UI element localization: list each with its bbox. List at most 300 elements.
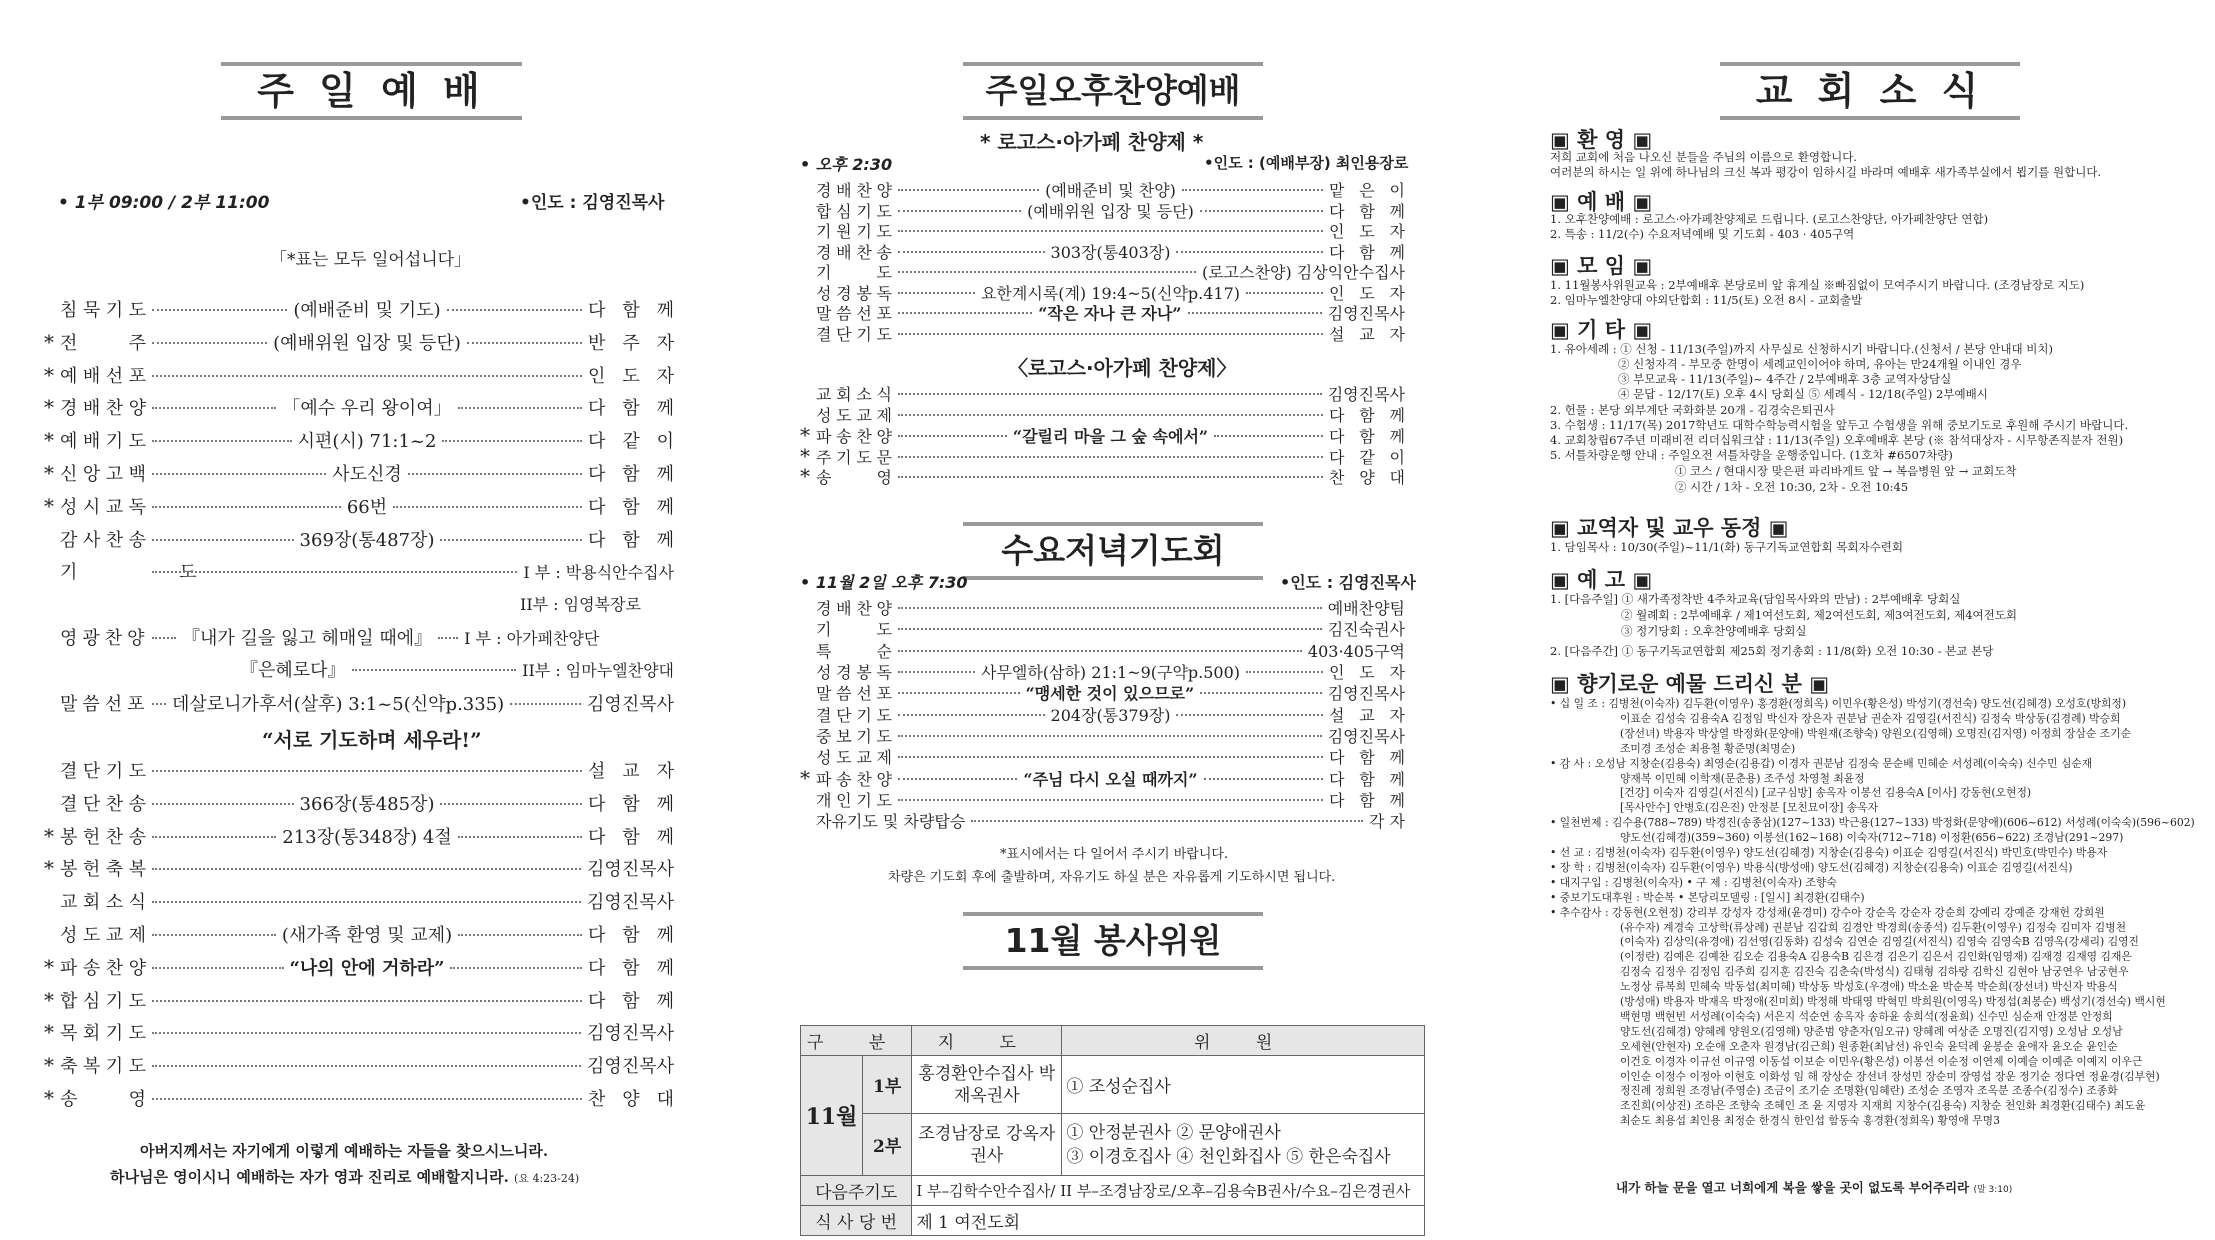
- order-row: [44, 855, 674, 881]
- label-char: 씀: [836, 304, 852, 323]
- label-char: 말: [816, 684, 832, 704]
- label-char: 찬: [856, 242, 872, 262]
- order-label: [816, 660, 892, 683]
- member-line: ① 안정분권사 ② 문양애권사: [1066, 1122, 1281, 1143]
- offering-line: 양도선(김혜경) 양혜례 양원오(김영해) 양준범 양춘자(임오규) 양혜례 여상준 오명진(김지영) 오성남 오성남: [1620, 1024, 2123, 1038]
- dot-leader: [898, 333, 1323, 335]
- label-char: 봉: [60, 859, 78, 881]
- label-char: 주: [128, 332, 146, 354]
- choir-song-2: 『은혜로다』: [240, 660, 346, 681]
- order-person: 설 교 자: [1329, 705, 1405, 725]
- label-char: 포: [876, 304, 892, 323]
- afternoon-subtitle: * 로고스·아가페 찬양제 *: [980, 130, 1204, 154]
- label-char: 기: [856, 324, 872, 344]
- order-row: [800, 809, 1405, 832]
- order-person: 다 함 께: [1329, 748, 1405, 768]
- offering-line: (이숙자) 김상익(유경애) 김선영(김동화) 김성숙 김연순 김영길(서진식) 김영숙 김영숙B 김영옥(강세리) 김영진: [1620, 935, 2139, 949]
- label-char: 도: [876, 201, 892, 221]
- label-char: 송: [836, 770, 852, 790]
- dot-leader: [898, 650, 1302, 652]
- order-person: 다 함 께: [1329, 790, 1405, 810]
- order-label: [816, 724, 892, 747]
- label-char: 합: [816, 201, 832, 221]
- offering-line: 이표순 김성숙 김용숙A 김정임 박신자 장은자 권분남 권순자 김영길(서진식) 김정숙 박상동(김경례) 박승희: [1620, 711, 2121, 725]
- order-row: [800, 322, 1405, 345]
- label-char: 양: [876, 427, 892, 446]
- order-person: 예배찬양팀: [1327, 599, 1405, 618]
- order-person: 반 주 자: [588, 332, 675, 354]
- closing-verse-ref: (말 3:10): [1973, 1185, 2013, 1195]
- order-row: [800, 724, 1405, 747]
- label-char: 사: [82, 529, 101, 551]
- order-row: [44, 987, 674, 1013]
- label-char: 송: [60, 1089, 78, 1110]
- order-label: [816, 465, 892, 488]
- standing-mark: *: [44, 954, 54, 979]
- dot-leader: [440, 803, 582, 805]
- label-char: 회: [82, 892, 101, 914]
- label-char: 교: [816, 385, 832, 404]
- label-char: 기: [856, 790, 872, 810]
- dot-leader: [898, 414, 1323, 416]
- dot-leader: [898, 312, 1032, 314]
- label-char: 감: [60, 529, 78, 551]
- dot-leader: [1214, 435, 1323, 437]
- order-person: 인 도 자: [588, 365, 674, 387]
- label-char: 송: [816, 468, 832, 487]
- order-content: “맹세한 것이 있으므로”: [1025, 684, 1195, 704]
- section-other: ▣ 기 타 ▣: [1550, 318, 1653, 342]
- news-line: ② 시간 / 1차 - 오전 10:30, 2차 - 오전 10:45: [1675, 480, 1909, 494]
- label-char: 교: [856, 748, 872, 768]
- label-char: 기: [856, 201, 872, 221]
- meal-label: 식 사 당 번: [801, 1206, 912, 1236]
- dot-leader: [898, 251, 1045, 253]
- month-cell: 11월: [801, 1056, 863, 1176]
- closing-verse-text: 하나님은 영이시니 예배하는 자가 영과 진리로 예배할지니라.: [110, 1168, 509, 1186]
- order-person: 인 도 자: [1329, 283, 1405, 303]
- standing-mark: *: [44, 987, 54, 1012]
- offering-line: 백현명 백현빈 서성례(이숙숙) 서은지 석순연 송옥자 송하윤 송희석(정윤희) 신수민 심순재 안정분 안정희: [1620, 1009, 2113, 1023]
- order-content: “작은 자나 큰 자나”: [1038, 304, 1182, 323]
- news-title: [1720, 62, 2020, 120]
- dot-leader: [898, 230, 1323, 232]
- label-char: 경: [836, 283, 852, 303]
- order-label: [816, 703, 892, 726]
- label-char: 독: [128, 496, 146, 518]
- order-row: [44, 427, 674, 453]
- label-char: 묵: [82, 300, 101, 321]
- sermon-title: “서로 기도하며 세우라!”: [262, 728, 482, 752]
- order-label: [60, 296, 146, 322]
- label-char: 도: [876, 263, 892, 282]
- order-person: 찬 양 대: [1329, 468, 1405, 487]
- dot-leader: [152, 342, 267, 344]
- order-row: [44, 394, 674, 420]
- news-line: 1. [다음주일] ① 새가족정착반 4주차교육(담임목사와의 만남) : 2부예배후 당회실: [1550, 592, 1961, 606]
- col-leaders: 지 도: [912, 1026, 1062, 1056]
- offering-line: 노정상 류복희 민혜숙 박동섭(최미혜) 박상동 박성호(우경애) 박소윤 박순복 박순희(장선녀) 박신자 박용식: [1620, 980, 2118, 994]
- offering-line: 이인순 이정수 이정아 이현호 이화성 임 해 장상순 장선녀 장성민 장순미 장영섭 장운 정기순 정다연 정윤경(김부현): [1620, 1069, 2160, 1083]
- standing-mark: *: [44, 856, 54, 881]
- label-char: 성: [816, 748, 832, 768]
- choir-row-2: [240, 656, 674, 682]
- order-person: 다 함 께: [588, 496, 675, 518]
- order-content: (새가족 환영 및 교제): [281, 925, 453, 946]
- label-char: 결: [816, 705, 832, 725]
- order-person: 다 함 께: [588, 464, 674, 485]
- order-label: [60, 526, 146, 552]
- label-char: 전: [60, 332, 78, 354]
- label-char: 단: [836, 705, 852, 725]
- news-line: ④ 문답 - 12/17(토) 오후 4시 당회실 ⑤ 세례식 - 12/18(주일) 2부예배시: [1618, 387, 1988, 401]
- table-row: [801, 1176, 1425, 1206]
- section-notice: ▣ 예 고 ▣: [1550, 568, 1653, 592]
- label-char: 교: [856, 405, 872, 425]
- order-row: [800, 639, 1405, 662]
- label-char: 복: [82, 1056, 101, 1078]
- dot-leader: [1246, 292, 1323, 294]
- dot-leader: [898, 292, 975, 294]
- wednesday-title: [963, 522, 1263, 580]
- col-division: 구 분: [801, 1026, 912, 1056]
- dot-leader: [440, 539, 582, 541]
- label-char: 송: [836, 427, 852, 446]
- label-char: 단: [82, 793, 101, 815]
- label-char: 제: [876, 405, 892, 425]
- order-person: 김영진목사: [587, 892, 674, 914]
- label-char: 제: [876, 748, 892, 768]
- dot-leader: [898, 607, 1322, 609]
- label-char: 도: [128, 990, 146, 1012]
- dot-leader: [510, 703, 581, 705]
- table-row: [801, 1114, 1425, 1176]
- label-char: 앙: [82, 464, 101, 485]
- dot-leader: [898, 671, 975, 673]
- label-char: 배: [836, 181, 852, 200]
- label-char: 기: [105, 1056, 124, 1078]
- label-char: 축: [60, 1056, 78, 1078]
- offering-line: • 십 일 조 : 김병천(이숙자) 김두환(이영우) 홍경환(정희옥) 이민우(황은성) 박성기(경선숙) 양도선(김혜경) 오성호(방희정): [1550, 697, 2127, 710]
- order-row: [44, 296, 674, 322]
- label-char: 문: [876, 447, 892, 467]
- label-char: 봉: [856, 662, 872, 682]
- offering-line: (방성애) 박용자 박재옥 박정애(진미희) 박정해 박태영 박혁민 박희원(이영옥) 박정섭(최봉순) 백성기(경선숙) 백시현: [1620, 995, 2166, 1008]
- order-content: (예배준비 및 찬양): [1045, 181, 1176, 200]
- order-label: [60, 987, 146, 1013]
- label-char: 백: [128, 464, 146, 485]
- standing-mark: *: [44, 1086, 54, 1110]
- label-char: 송: [128, 793, 146, 815]
- label-char: 양: [876, 181, 892, 200]
- standing-mark: *: [44, 329, 54, 354]
- order-label: 영광찬양: [60, 628, 150, 649]
- label-char: 결: [60, 761, 78, 782]
- order-label: [60, 823, 146, 849]
- label-char: 기: [105, 1023, 124, 1045]
- label-char: 포: [128, 365, 146, 387]
- label-char: 양: [128, 957, 146, 979]
- dot-leader: [1200, 692, 1322, 694]
- dot-leader: [1176, 714, 1323, 716]
- order-row: [44, 790, 674, 816]
- offering-line: • 감 사 : 오성남 지창순(김용숙) 최영순(김용갑) 이경자 권분남 김정숙 문순배 민혜순 서성례(이숙숙) 신수민 심순재: [1550, 756, 2093, 770]
- offering-line: 이건호 이경자 이규선 이규영 이동섭 이보순 이민우(황은성) 이봉선 이순정 이연제 이예슬 이예준 이예지 이우근: [1620, 1054, 2143, 1068]
- dot-leader: [898, 393, 1322, 395]
- order-label: [60, 427, 146, 453]
- prayer-1: I 부 : 박용식안수집사: [523, 563, 674, 582]
- dot-leader: [898, 435, 1007, 437]
- dot-leader: [152, 473, 326, 475]
- order-content: 204장(통379장): [1050, 705, 1171, 725]
- label-char: 파: [60, 957, 78, 979]
- label-char: 헌: [82, 826, 101, 848]
- order-person: 김진숙권사: [1327, 620, 1405, 640]
- member-cell: ① 조성순집사: [1062, 1056, 1425, 1114]
- label-char: 기: [105, 431, 124, 453]
- label-char: 선: [105, 365, 124, 387]
- order-row: [800, 617, 1405, 640]
- label-char: 기: [856, 726, 872, 746]
- label-char: 성: [816, 405, 832, 425]
- dot-leader: [152, 967, 284, 969]
- part-cell: 1부: [863, 1056, 912, 1114]
- dot-leader: [467, 342, 582, 344]
- dot-leader: [898, 799, 1323, 801]
- news-line: ③ 정기당회 : 오후찬양예배후 당회실: [1621, 624, 1807, 638]
- offering-line: [목사안수] 안병호(김은진) 안정분 [모친묘이장] 송옥자: [1620, 801, 1879, 815]
- label-char: 예: [60, 365, 78, 387]
- standing-mark: *: [44, 1053, 54, 1078]
- order-content: “갈릴리 마을 그 숲 속에서”: [1012, 427, 1209, 446]
- label-char: 식: [876, 385, 892, 404]
- label-char: 교: [105, 496, 124, 518]
- order-label: [60, 362, 146, 388]
- dot-leader: [152, 539, 294, 541]
- dot-leader: [898, 189, 1039, 191]
- order-row: [44, 1052, 674, 1078]
- label-char: 말: [816, 304, 832, 323]
- church-news-column: [1520, 0, 2215, 1240]
- label-char: 성: [816, 283, 832, 303]
- col-members: 위 원: [1062, 1026, 1425, 1056]
- label-char: 고: [105, 464, 124, 485]
- standing-mark: *: [800, 423, 810, 447]
- order-person: 다 함 께: [588, 925, 675, 946]
- order-row: [800, 596, 1405, 619]
- dot-leader: [898, 271, 1196, 273]
- label-char: 축: [105, 859, 124, 881]
- label-char: 목: [60, 1023, 78, 1045]
- dot-leader: [152, 868, 581, 870]
- member-cell: [1062, 1114, 1425, 1176]
- dot-leader: [438, 637, 458, 639]
- label-char: 파: [816, 770, 832, 790]
- label-char: 찬: [105, 398, 124, 420]
- order-person: 다 함 께: [1329, 201, 1406, 221]
- label-char: 성: [60, 925, 78, 946]
- news-line: 3. 수험생 : 11/17(목) 2017학년도 대학수학능력시험을 앞두고 수험생을 위해 중보기도로 후원해 주시기 바랍니다.: [1550, 418, 2129, 432]
- label-char: 개: [816, 790, 832, 810]
- order-label: [60, 888, 146, 914]
- news-line: 1. 담임목사 : 10/30(주일)~11/1(화) 동구기독교연합회 목회자수련회: [1550, 540, 1903, 554]
- order-label: [816, 745, 892, 768]
- offering-line: • 일천번제 : 김수용(788~789) 박경진(송종삼)(127~133) 박근용(127~133) 박정화(문양애)(606~612) 서성례(이숙숙)(596~602): [1550, 816, 2195, 830]
- label-char: 보: [836, 726, 852, 746]
- order-person: 각 자: [1369, 812, 1405, 831]
- dot-leader: [152, 637, 176, 639]
- dot-leader: [1204, 778, 1323, 780]
- order-person: 맡 은 이: [1329, 181, 1406, 200]
- label-char: 신: [60, 464, 78, 485]
- dot-leader: [152, 1065, 581, 1067]
- label-char: 송: [128, 529, 146, 551]
- order-content: (예배준비 및 기도): [293, 300, 441, 321]
- section-offering: ▣ 향기로운 예물 드리신 분 ▣: [1550, 672, 1830, 696]
- label-char: 찬: [856, 599, 872, 618]
- offering-line: • 추수감사 : 강동현(오현정) 강리부 강성자 강성채(윤경미) 강수아 강순옥 강순자 강순희 강예리 강예준 강재헌 강희원: [1550, 905, 2105, 919]
- order-label: [60, 329, 146, 355]
- order-content: (예배위원 입장 및 등단): [273, 332, 461, 354]
- standing-mark: *: [44, 1020, 54, 1045]
- label-char: 예: [60, 431, 78, 453]
- offering-line: 조미경 조성순 최용철 황준명(최명순): [1620, 741, 1796, 755]
- news-title-text: 교 회 소 식: [1755, 69, 1985, 113]
- offering-line: (이정란) 김예은 김예찬 김오순 김용숙A 김용숙B 김은경 김은기 김은서 김인화(임영재) 김재경 김재영 김재은: [1620, 950, 2132, 964]
- order-label: [816, 681, 892, 704]
- label-char: 기: [816, 222, 832, 241]
- label-char: 찬: [105, 529, 124, 551]
- offering-line: [건강] 이숙자 김영길(서진식) [교구심방] 송옥자 이봉선 김용숙A [이사] 강동현(오현정): [1620, 786, 2032, 800]
- label-char: 경: [816, 242, 832, 262]
- label-char: 도: [128, 1023, 146, 1045]
- label-char: 찬: [105, 957, 124, 979]
- label-char: 찬: [856, 770, 872, 790]
- order-label: [60, 921, 146, 947]
- dot-leader: [352, 669, 517, 671]
- order-label: 말씀선포: [60, 694, 150, 715]
- order-content: 366장(통485장): [299, 793, 435, 815]
- order-row: [44, 888, 674, 914]
- label-char: 헌: [82, 859, 101, 881]
- dot-leader: [152, 703, 166, 705]
- dot-leader: [458, 407, 582, 409]
- order-row: [800, 681, 1405, 704]
- label-char: 기: [856, 705, 872, 725]
- order-person: 다 함 께: [588, 300, 674, 321]
- order-label: [816, 788, 892, 811]
- standing-mark: *: [800, 443, 810, 468]
- label-char: 배: [82, 398, 101, 420]
- order-person: 설 교 자: [588, 761, 674, 782]
- news-line: 1. 11월봉사위원교육 : 2부예배후 본당로비 앞 휴게실 ※빠짐없이 모여주시기 바랍니다. (조경남장로 지도): [1550, 278, 2085, 292]
- member-line: ③ 이경호집사 ④ 천인화집사 ⑤ 한은숙집사: [1066, 1146, 1391, 1167]
- offering-line: 양도선(김혜경)(359~360) 이봉선(162~168) 이숙자(712~718) 이정환(656~622) 조경남(291~297): [1620, 831, 2124, 845]
- label-char: 복: [128, 859, 146, 881]
- section-worship: ▣ 예 배 ▣: [1550, 190, 1653, 214]
- dot-leader: [458, 836, 582, 838]
- label-char: 식: [128, 892, 146, 914]
- order-row: [800, 788, 1405, 811]
- label-char: 심: [82, 990, 101, 1012]
- next-prayer-value: I 부–김학수안수집사/ II 부–조경남장로/오후–김용숙B권사/수요–김은경권사: [912, 1176, 1425, 1206]
- wednesday-time: • 11월 2일 오후 7:30: [800, 573, 968, 592]
- order-row: [800, 745, 1405, 768]
- label-char: 선: [856, 684, 872, 704]
- order-person: 찬 양 대: [588, 1089, 674, 1110]
- label-char: 기: [816, 263, 832, 282]
- news-line: ② 월례회 : 2부예배후 / 제1여선도회, 제2여선도회, 제3여전도회, 제4여전도회: [1621, 608, 2017, 622]
- dot-leader: [898, 476, 1323, 478]
- dot-leader: [1182, 189, 1323, 191]
- label-char: 파: [816, 427, 832, 446]
- offering-line: • 중보기도대후원 : 박순복 • 본당리모델링 : [일시] 최경환(김태수): [1550, 890, 1865, 904]
- label-char: 기: [105, 300, 124, 321]
- label-char: 심: [836, 201, 852, 221]
- order-person: 다 같 이: [588, 431, 675, 453]
- leader: •인도 : 김영진목사: [520, 193, 665, 213]
- news-line: 5. 서틀차량운행 안내 : 주일오전 셔틀차량을 운행중입니다. (1호차 #6507차량): [1550, 448, 1953, 462]
- news-line: 여러분의 하시는 일 위에 하나님의 크신 복과 평강이 임하시길 바라며 예배후 새가족부실에서 뵙기를 원합니다.: [1550, 165, 2102, 179]
- label-char: 원: [836, 222, 852, 241]
- dot-leader: [898, 210, 1021, 212]
- news-line: 1. 오후찬양예배 : 로고스·아가페찬양제로 드립니다. (로고스찬양단, 아가페찬양단 연합): [1550, 212, 1989, 226]
- label-char: 도: [856, 447, 872, 467]
- order-label: [60, 757, 146, 783]
- order-content: 사무엘하(삼하) 21:1~9(구약p.500): [980, 662, 1241, 682]
- offering-line: • 선 교 : 김병천(이숙자) 김두환(이영우) 양도선(김혜경) 지창순(김용숙) 이표순 김영길(서진식) 박민호(박민수) 박용자: [1550, 846, 2108, 859]
- order-person: 김영진목사: [1327, 304, 1405, 323]
- label-char: 도: [128, 300, 146, 321]
- sunday-worship-column: [0, 0, 780, 1240]
- order-row: [44, 329, 674, 355]
- label-char: 순: [876, 641, 892, 661]
- dot-leader: [393, 506, 582, 508]
- label-char: 경: [836, 662, 852, 682]
- label-char: 소: [105, 892, 124, 914]
- label-char: 경: [816, 599, 832, 618]
- meal-value: 제 1 여전도회: [912, 1206, 1425, 1236]
- label-char: 송: [128, 826, 146, 848]
- dot-leader: [152, 836, 276, 838]
- label-char: 경: [816, 181, 832, 200]
- news-line: ③ 부모교육 - 11/13(주일)~ 4주간 / 2부예배후 3층 교역자상담실: [1618, 372, 1952, 386]
- order-person: 다 함 께: [588, 957, 674, 979]
- label-char: 도: [876, 790, 892, 810]
- car-note: 차량은 기도회 후에 출발하며, 자유기도 하실 분은 자유롭게 기도하시면 됩니다.: [888, 870, 1336, 885]
- order-row: [44, 460, 674, 486]
- label-char: 제: [128, 925, 146, 946]
- table-row: [801, 1056, 1425, 1114]
- order-content: 「예수 우리 왕이여」: [282, 398, 452, 420]
- standing-mark: *: [800, 464, 810, 488]
- dot-leader: [152, 375, 582, 377]
- festival-subtitle: 〈로고스·아가페 찬양제〉: [1008, 356, 1237, 380]
- dot-leader: [898, 456, 1323, 458]
- label-char: 선: [856, 304, 872, 323]
- order-row: [44, 1019, 674, 1045]
- order-person: 다 함 께: [588, 793, 675, 815]
- label-char: 합: [60, 990, 78, 1012]
- offering-line: 김정숙 김정우 김정임 김주희 김지훈 김진숙 김춘숙(박성식) 김태형 김하랑 김학신 김현아 남궁연우 남궁현우: [1620, 965, 2129, 979]
- dot-leader: [152, 571, 517, 573]
- dot-leader: [898, 735, 1322, 737]
- afternoon-title-text: 주일오후찬양예배: [985, 71, 1241, 110]
- offering-line: (유수자) 계경숙 고상학(류상례) 권분남 김갑희 김경안 박경희(송종석) 김두환(이영우) 김정숙 김미자 김병천: [1620, 920, 2127, 934]
- page-title: [221, 62, 522, 120]
- section-welcome: ▣ 환 영 ▣: [1550, 128, 1653, 152]
- label-char: 성: [60, 496, 78, 518]
